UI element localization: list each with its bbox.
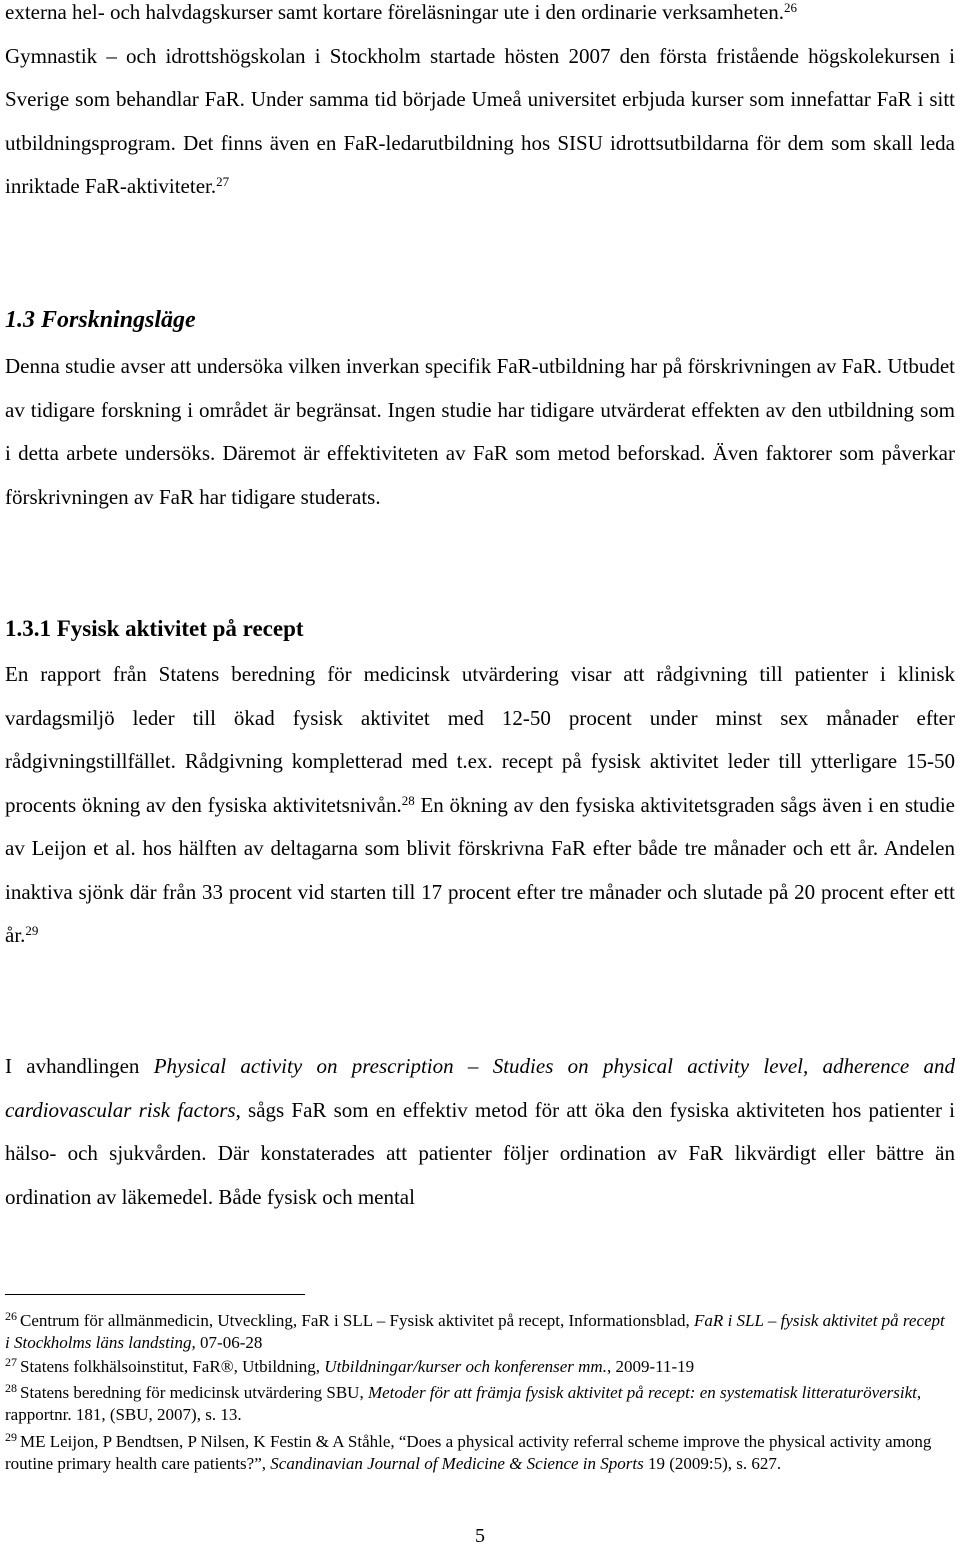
paragraph-intro [5,0,955,209]
footnote-27 [5,1356,950,1378]
footnote-text: , 2009-11-19 [606,1357,695,1376]
footnote-number: 29 [5,1430,17,1444]
footnote-text: , rapportnr. 181, (SBU, 2007), s. 13. [5,1383,922,1424]
footnote-29 [5,1431,950,1475]
footnote-text: ME Leijon, P Bendtsen, P Nilsen, K Festin & A Ståhle, “Does a physical activity referral scheme improve the physical activity among routine primary health care patients?”, [5,1432,932,1473]
thesis-title: Physical activity on prescription – Studies on physical activity level, adherence and cardiovascular risk factors [5,1054,956,1122]
footnote-ref-26[interactable]: 26 [784,0,798,15]
footnote-ref-28[interactable]: 28 [401,792,415,808]
footnote-source-title: Metoder för att främja fysisk aktivitet på recept: en systematisk litteraturöversikt [367,1383,917,1402]
paragraph-forskningslage: Denna studie avser att undersöka vilken inverkan specifik FaR-utbildning har på förskrivningen av FaR. Utbudet av tidigare forskning i området är begränsat. Ingen studie har tidigare utvärderat effekten av den utbildning som i detta arbete undersöks. Däremot är effektiviteten av FaR som metod beforskad. Även faktorer som påverkar förskrivningen av FaR har tidigare studerats. [5,354,955,509]
footnote-text: Statens folkhälsoinstitut, FaR®, Utbildning, [20,1357,325,1376]
paragraph-text: externa hel- och halvdagskurser samt kortare föreläsningar ute i den ordinarie verksamheten. [5,0,785,24]
footnote-number: 28 [5,1381,17,1395]
footnote-26 [5,1310,950,1354]
footnote-ref-27[interactable]: 27 [216,173,230,189]
section-heading-1-3-1: 1.3.1 Fysisk aktivitet på recept [5,616,304,641]
footnote-source-title: Scandinavian Journal of Medicine & Science in Sports [270,1454,644,1473]
section-heading-1-3: 1.3 Forskningsläge [5,307,196,333]
paragraph-text: , sågs FaR som en effektiv metod för att öka den fysiska aktiviteten hos patienter i hälso- och sjukvården. Där konstaterades att patienter följer ordination av FaR likvärdigt eller bättre än ordination av läkemedel. Både fysisk och mental [5,1097,955,1209]
footnote-ref-29[interactable]: 29 [25,922,39,938]
paragraph-avhandling [5,1045,955,1219]
paragraph-text: En ökning av den fysiska aktivitetsgraden sågs även i en studie av Leijon et al. hos hälften av deltagarna som blivit förskrivna FaR efter både tre månader och ett år. Andelen inaktiva sjönk där från 33 procent vid starten till 17 procent efter tre månader och slutade på 20 procent efter ett år. [5,792,955,947]
paragraph-text: Gymnastik – och idrottshögskolan i Stockholm startade hösten 2007 den första fristående högskolekursen i Sverige som behandlar FaR. Under samma tid började Umeå universitet erbjuda kurser som innefattar FaR i sitt utbildningsprogram. Det finns även en FaR-ledarutbildning hos SISU idrottsutbildarna för dem som skall leda inriktade FaR-aktiviteter. [5,43,955,198]
footnote-text: Statens beredning för medicinsk utvärdering SBU, [20,1383,368,1402]
footnote-number: 26 [5,1309,17,1323]
footnote-28 [5,1382,950,1426]
page-number: 5 [475,1525,485,1547]
footnote-text: 19 (2009:5), s. 627. [643,1454,782,1473]
footnote-source-title: FaR i SLL – fysisk aktivitet på recept i Stockholms läns landsting, [5,1311,945,1352]
footnote-source-title: Utbildningar/kurser och konferenser mm. [324,1357,607,1376]
paragraph-text: En rapport från Statens beredning för medicinsk utvärdering visar att rådgivning till patienter i klinisk vardagsmiljö leder till ökad fysisk aktivitet med 12-50 procent under minst sex månader efter rådgivningstillfället. Rådgivning kompletterad med t.ex. recept på fysisk aktivitet leder till ytterligare 15-50 procents ökning av den fysiska aktivitetsnivån. [5,662,955,817]
paragraph-fysisk-aktivitet [5,653,955,958]
footnote-separator [5,1294,305,1295]
footnote-text: 07-06-28 [195,1333,263,1352]
paragraph-text: I avhandlingen [5,1054,154,1078]
footnote-text: Centrum för allmänmedicin, Utveckling, FaR i SLL – Fysisk aktivitet på recept, Informationsblad, [20,1311,695,1330]
footnote-number: 27 [5,1355,17,1369]
